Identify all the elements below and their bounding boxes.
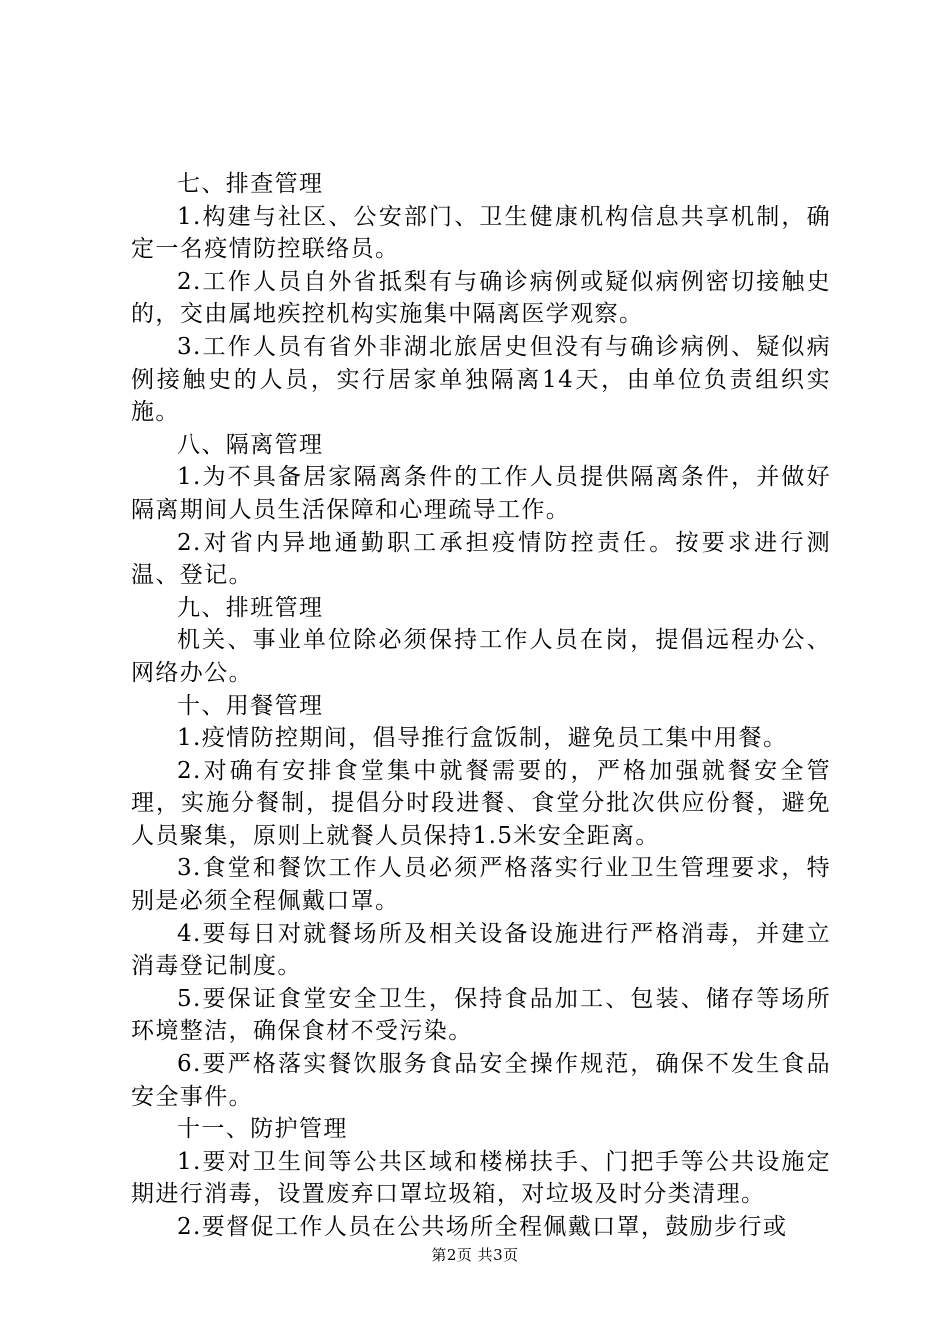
paragraph: 1.要对卫生间等公共区域和楼梯扶手、门把手等公共设施定期进行消毒，设置废弃口罩垃圾箱，对垃圾及时分类清理。: [131, 1148, 831, 1208]
page-number-footer: 第2页 共3页: [431, 1246, 519, 1264]
section-heading-11: 十一、防护管理: [177, 1116, 348, 1143]
section-heading-8: 八、隔离管理: [177, 431, 324, 458]
document-body: [131, 168, 831, 1244]
paragraph: 机关、事业单位除必须保持工作人员在岗，提倡远程办公、网络办公。: [131, 627, 831, 686]
paragraph: 2.对省内异地通勤职工承担疫情防控责任。按要求进行测温、登记。: [131, 529, 831, 589]
paragraph: 3.工作人员有省外非湖北旅居史但没有与确诊病例、疑似病例接触史的人员，实行居家单独隔离14天，由单位负责组织实施。: [131, 333, 831, 426]
paragraph: 3.食堂和餐饮工作人员必须严格落实行业卫生管理要求，特别是必须全程佩戴口罩。: [131, 855, 831, 915]
paragraph: 5.要保证食堂安全卫生，保持食品加工、包装、储存等场所环境整洁，确保食材不受污染。: [131, 985, 831, 1045]
paragraph: 2.要督促工作人员在公共场所全程佩戴口罩，鼓励步行或: [177, 1214, 788, 1240]
paragraph: 2.工作人员自外省抵梨有与确诊病例或疑似病例密切接触史的，交由属地疾控机构实施集中隔离医学观察。: [131, 268, 831, 328]
section-heading-9: 九、排班管理: [177, 594, 324, 621]
section-heading-7: 七、排查管理: [177, 171, 324, 197]
paragraph: 1.疫情防控期间，倡导推行盒饭制，避免员工集中用餐。: [177, 725, 788, 752]
paragraph: 4.要每日对就餐场所及相关设备设施进行严格消毒，并建立消毒登记制度。: [131, 920, 831, 980]
paragraph: 1.构建与社区、公安部门、卫生健康机构信息共享机制，确定一名疫情防控联络员。: [131, 203, 831, 263]
paragraph: 6.要严格落实餐饮服务食品安全操作规范，确保不发生食品安全事件。: [131, 1051, 831, 1110]
paragraph: 1.为不具备居家隔离条件的工作人员提供隔离条件，并做好隔离期间人员生活保障和心理疏导工作。: [131, 464, 831, 523]
paragraph: 2.对确有安排食堂集中就餐需要的，严格加强就餐安全管理，实施分餐制，提倡分时段进餐、食堂分批次供应份餐，避免人员聚集，原则上就餐人员保持1.5米安全距离。: [131, 757, 831, 849]
section-heading-10: 十、用餐管理: [177, 692, 324, 719]
